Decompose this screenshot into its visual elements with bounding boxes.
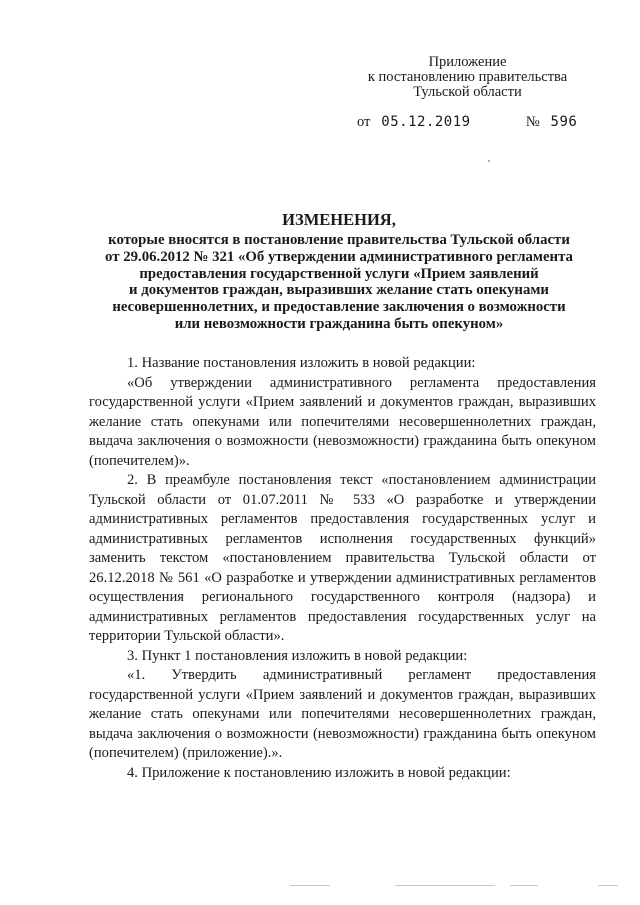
scan-artifact [510,885,538,886]
scan-artifact [395,885,495,886]
paragraph: 1. Название постановления изложить в новой редакции: [127,355,476,371]
paragraph: 2. В преамбуле постановления текст «постановлением администрации Тульской области от 01.07.2011 № 533 «О разработке и утверждении административных регламентов предоставления государственных услуг и административных регламентов исполнения государственных функций» заменить текстом «постановлением правительства Тульской области от 26.12.2018 № 561 «О разработке и утверждении административных регламентов осуществления регионального государственного контроля (надзора) и административных регламентов предоставления государственных услуг на территории Тульской области». [89,472,596,644]
date-prefix: от [357,114,371,130]
annex-block [360,55,575,100]
annex-line-1: Приложение [428,54,507,70]
document-title [84,211,594,333]
paragraph: «Об утверждении административного регламента предоставления государственной услуги «Прием заявлений и документов граждан, выразивших желание стать опекунами или попечителями несовершеннолетних граждан, выдача заключения о возможности (невозможности) гражданина быть опекуном (попечителем)». [89,374,596,469]
scan-artifact [290,885,330,886]
paragraph: 3. Пункт 1 постановления изложить в новой редакции: [127,647,468,664]
registration-date: 05.12.2019 [381,114,471,130]
title-line: от 29.06.2012 № 321 «Об утверждении административного регламента [105,248,573,265]
title-line: или невозможности гражданина быть опекуном» [174,315,504,332]
annex-line-3: Тульской области [413,84,522,100]
scan-artifact [598,885,618,886]
number-sign: № [525,114,540,130]
title-heading: ИЗМЕНЕНИЯ, [282,210,396,229]
title-line: и документов граждан, выразивших желание стать опекунами [129,282,549,299]
annex-line-2: к постановлению правительства [367,69,568,85]
title-line: предоставления государственной услуги «Прием заявлений [139,265,539,282]
registration-number: 596 [550,114,578,130]
paragraph: 4. Приложение к постановлению изложить в новой редакции: [127,764,511,781]
scan-speck [488,160,490,162]
title-line: несовершеннолетних, и предоставление заключения о возможности [112,299,566,316]
title-line: которые вносятся в постановление правительства Тульской области [108,232,570,248]
registration-line [357,114,577,131]
document-body [89,354,596,783]
paragraph: «1. Утвердить административный регламент предоставления государственной услуги «Прием заявлений и документов граждан, выразивших желание стать опекунами или попечителями несовершеннолетних граждан, выдача заключения о возможности (невозможности) гражданина быть опекуном (попечителем) (приложение).». [89,667,596,761]
